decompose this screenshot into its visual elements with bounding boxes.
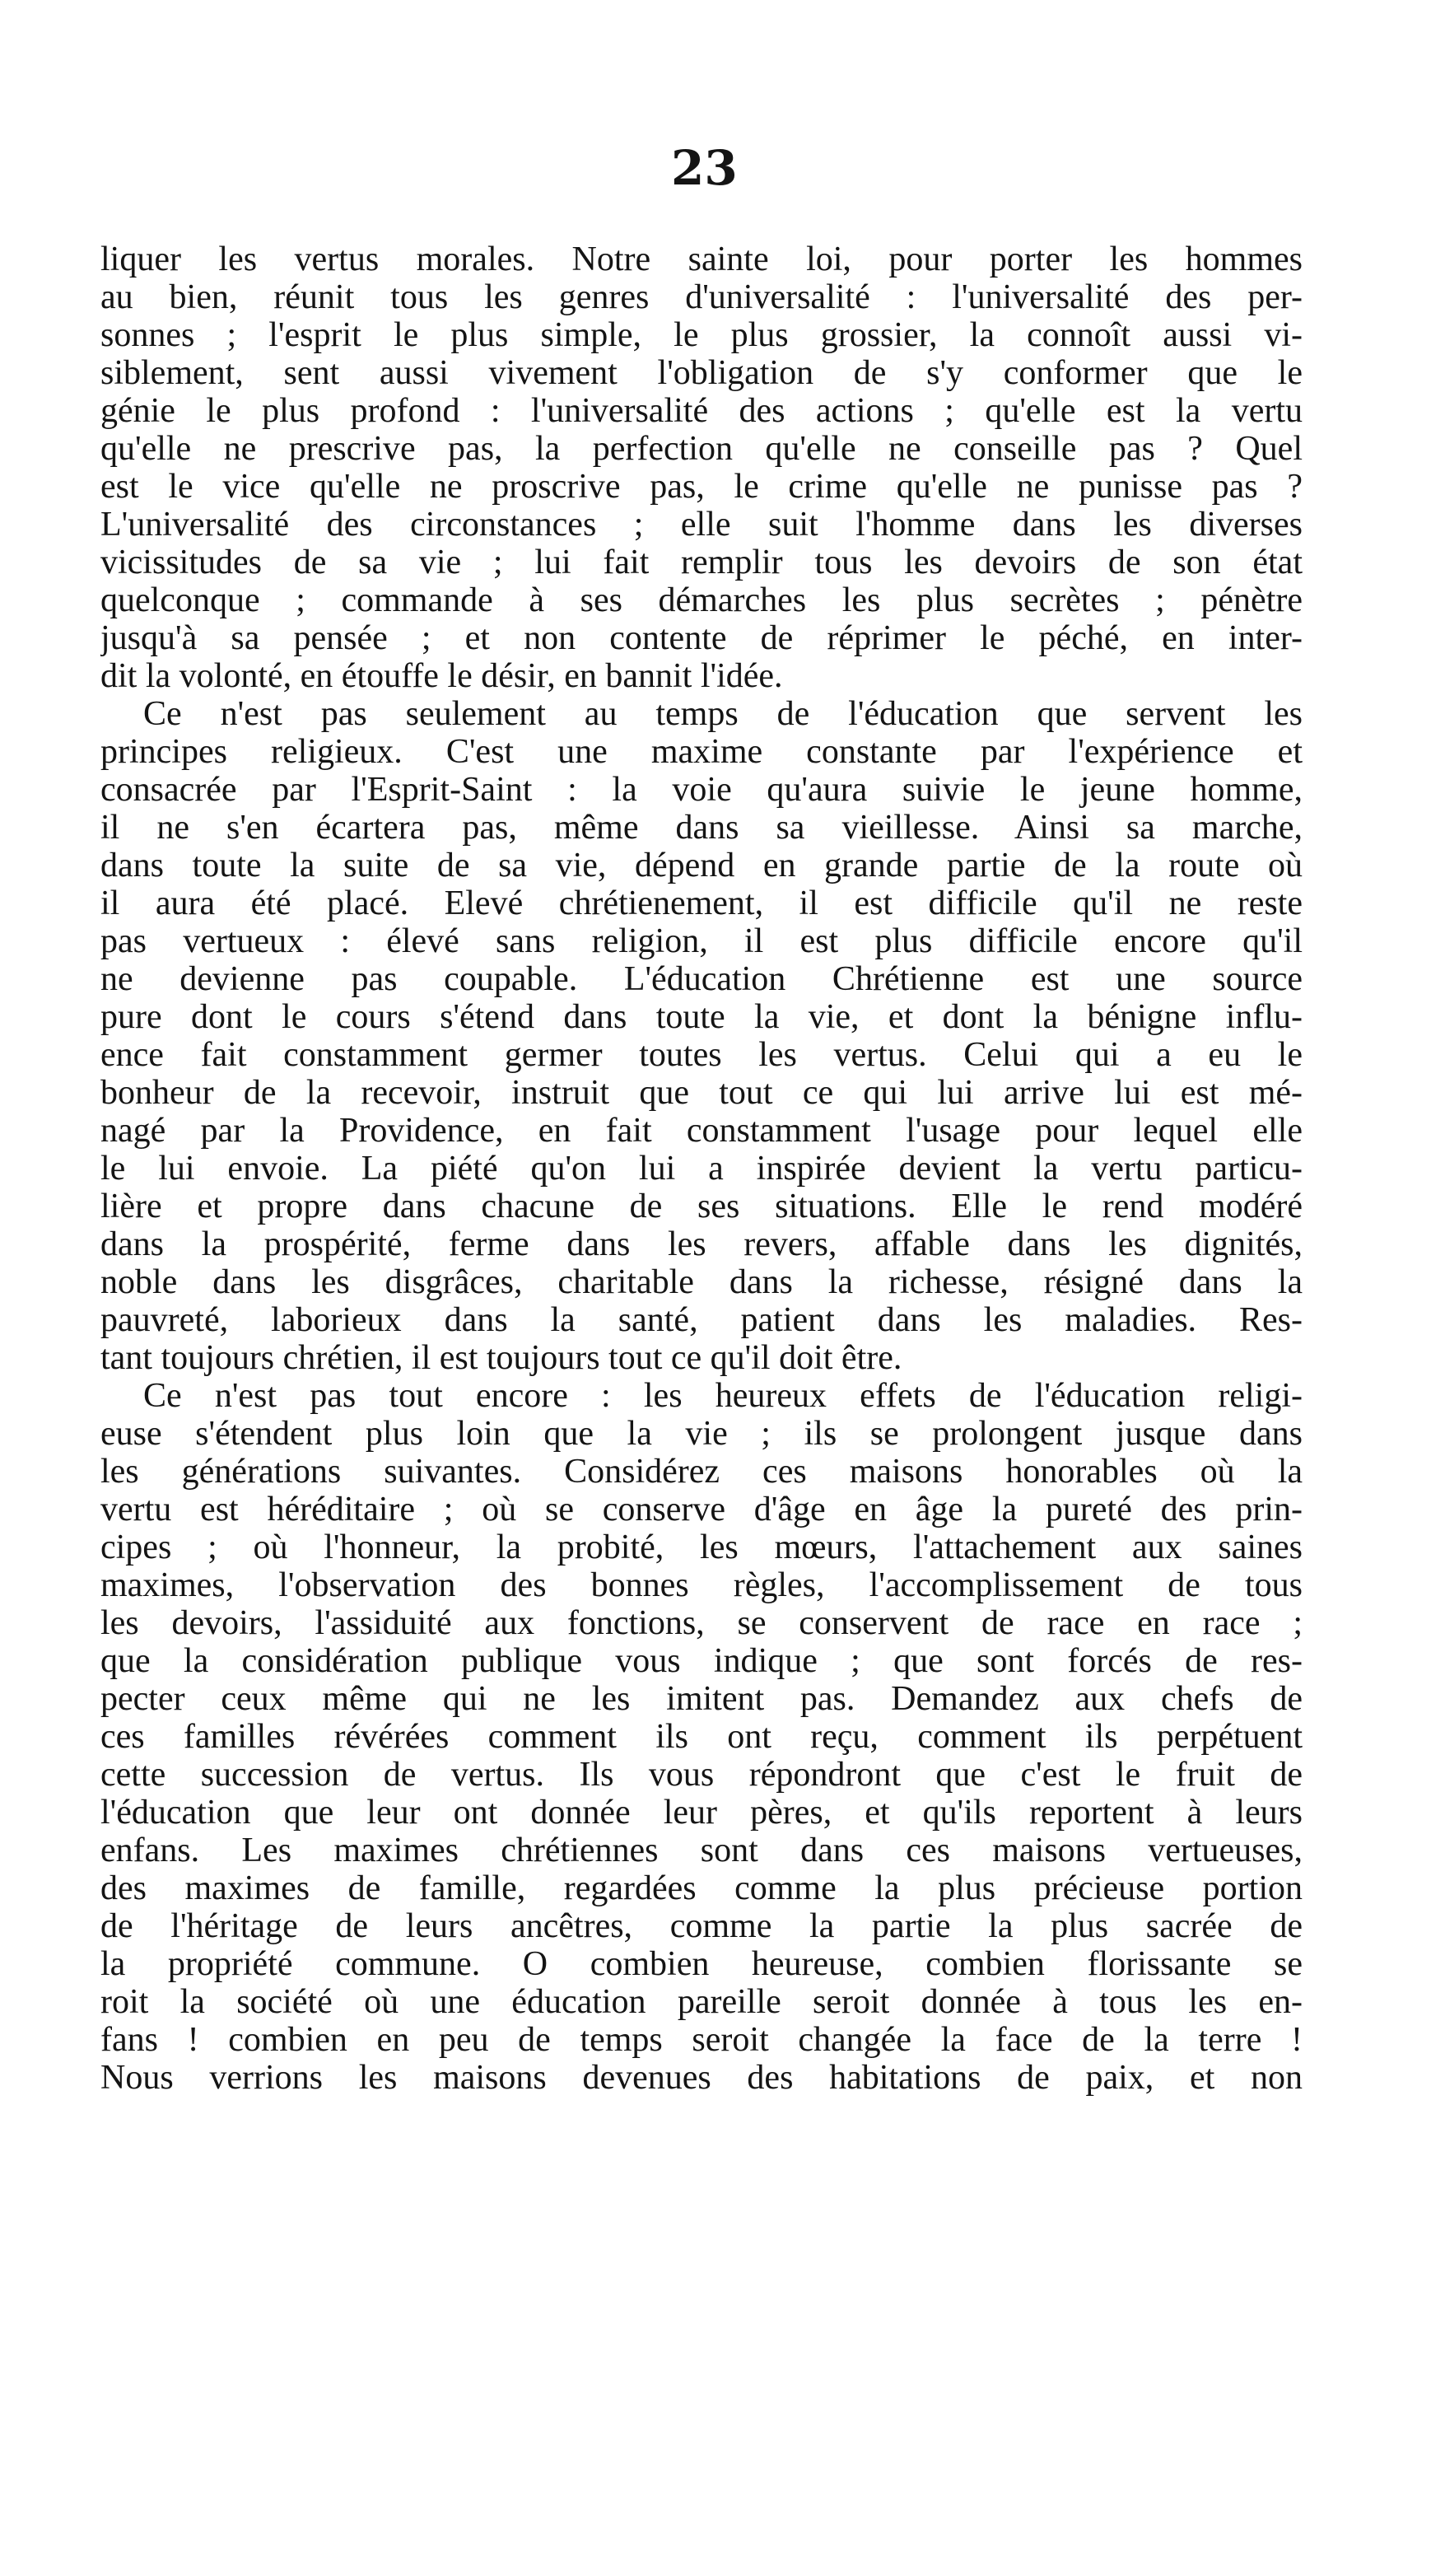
text-line: ence fait constamment germer toutes les vertus. Celui qui a eu le: [100, 1036, 1303, 1074]
text-line: enfans. Les maximes chrétiennes sont dans ces maisons vertueuses,: [100, 1832, 1303, 1869]
text-line: que la considération publique vous indique ; que sont forcés de res-: [100, 1642, 1303, 1680]
text-line: il aura été placé. Elevé chrétienement, il est difficile qu'il ne reste: [100, 884, 1303, 922]
text-line: quelconque ; commande à ses démarches les plus secrètes ; pénètre: [100, 581, 1303, 619]
text-line: est le vice qu'elle ne proscrive pas, le crime qu'elle ne punisse pas ?: [100, 468, 1303, 506]
text-line: bonheur de la recevoir, instruit que tout ce qui lui arrive lui est mé-: [100, 1074, 1303, 1112]
text-line: la propriété commune. O combien heureuse, combien florissante se: [100, 1945, 1303, 1983]
text-line: dans toute la suite de sa vie, dépend en grande partie de la route où: [100, 847, 1303, 884]
text-line: de l'héritage de leurs ancêtres, comme la partie la plus sacrée de: [100, 1907, 1303, 1945]
paragraph-2: [100, 695, 1303, 1377]
text-line: au bien, réunit tous les genres d'universalité : l'universalité des per-: [100, 278, 1303, 316]
text-line: tant toujours chrétien, il est toujours tout ce qu'il doit être.: [100, 1339, 902, 1377]
text-line: ces familles révérées comment ils ont reçu, comment ils perpétuent: [100, 1718, 1303, 1756]
paragraph-3: [100, 1377, 1303, 2097]
text-line: pecter ceux même qui ne les imitent pas. Demandez aux chefs de: [100, 1680, 1303, 1718]
text-line: dans la prospérité, ferme dans les revers, affable dans les dignités,: [100, 1225, 1303, 1263]
text-line: le lui envoie. La piété qu'on lui a inspirée devient la vertu particu-: [100, 1150, 1303, 1188]
text-line: vicissitudes de sa vie ; lui fait remplir tous les devoirs de son état: [100, 544, 1303, 581]
text-line: cipes ; où l'honneur, la probité, les mœurs, l'attachement aux saines: [100, 1528, 1303, 1566]
page-number: 23: [671, 140, 738, 196]
text-line: les générations suivantes. Considérez ces maisons honorables où la: [100, 1453, 1303, 1491]
text-line: noble dans les disgrâces, charitable dans la richesse, résigné dans la: [100, 1263, 1303, 1301]
text-line: pauvreté, laborieux dans la santé, patient dans les maladies. Res-: [100, 1301, 1303, 1339]
text-line: génie le plus profond : l'universalité des actions ; qu'elle est la vertu: [100, 392, 1303, 430]
text-line: l'éducation que leur ont donnée leur pères, et qu'ils reportent à leurs: [100, 1794, 1303, 1832]
text-line: il ne s'en écartera pas, même dans sa vieillesse. Ainsi sa marche,: [100, 809, 1303, 847]
text-line: Nous verrions les maisons devenues des habitations de paix, et non: [100, 2059, 1303, 2097]
text-line: les devoirs, l'assiduité aux fonctions, se conservent de race en race ;: [100, 1604, 1303, 1642]
text-line: siblement, sent aussi vivement l'obligation de s'y conformer que le: [100, 354, 1303, 392]
text-line: roit la société où une éducation pareille seroit donnée à tous les en-: [100, 1983, 1303, 2021]
text-line: maximes, l'observation des bonnes règles, l'accomplissement de tous: [100, 1566, 1303, 1604]
text-line: vertu est héréditaire ; où se conserve d'âge en âge la pureté des prin-: [100, 1491, 1303, 1528]
text-line: L'universalité des circonstances ; elle suit l'homme dans les diverses: [100, 506, 1303, 544]
text-line: cette succession de vertus. Ils vous répondront que c'est le fruit de: [100, 1756, 1303, 1794]
text-line: sonnes ; l'esprit le plus simple, le plus grossier, la connoît aussi vi-: [100, 316, 1303, 354]
text-line: pure dont le cours s'étend dans toute la vie, et dont la bénigne influ-: [100, 998, 1303, 1036]
text-line: liquer les vertus morales. Notre sainte loi, pour porter les hommes: [100, 240, 1303, 278]
text-line: qu'elle ne prescrive pas, la perfection qu'elle ne conseille pas ? Quel: [100, 430, 1303, 468]
text-line: fans ! combien en peu de temps seroit changée la face de la terre !: [100, 2021, 1303, 2059]
text-line: Ce n'est pas seulement au temps de l'éducation que servent les: [143, 695, 1303, 733]
text-line: dit la volonté, en étouffe le désir, en bannit l'idée.: [100, 657, 783, 695]
text-line: Ce n'est pas tout encore : les heureux effets de l'éducation religi-: [143, 1377, 1303, 1415]
text-line: des maximes de famille, regardées comme la plus précieuse portion: [100, 1869, 1303, 1907]
paragraph-1: [100, 240, 1303, 695]
text-line: lière et propre dans chacune de ses situations. Elle le rend modéré: [100, 1188, 1303, 1225]
text-line: jusqu'à sa pensée ; et non contente de réprimer le péché, en inter-: [100, 619, 1303, 657]
text-line: principes religieux. C'est une maxime constante par l'expérience et: [100, 733, 1303, 771]
text-line: euse s'étendent plus loin que la vie ; ils se prolongent jusque dans: [100, 1415, 1303, 1453]
page-text: [100, 240, 1303, 2097]
text-line: nagé par la Providence, en fait constamment l'usage pour lequel elle: [100, 1112, 1303, 1150]
text-line: consacrée par l'Esprit-Saint : la voie qu'aura suivie le jeune homme,: [100, 771, 1303, 809]
text-line: pas vertueux : élevé sans religion, il est plus difficile encore qu'il: [100, 922, 1303, 960]
text-line: ne devienne pas coupable. L'éducation Chrétienne est une source: [100, 960, 1303, 998]
